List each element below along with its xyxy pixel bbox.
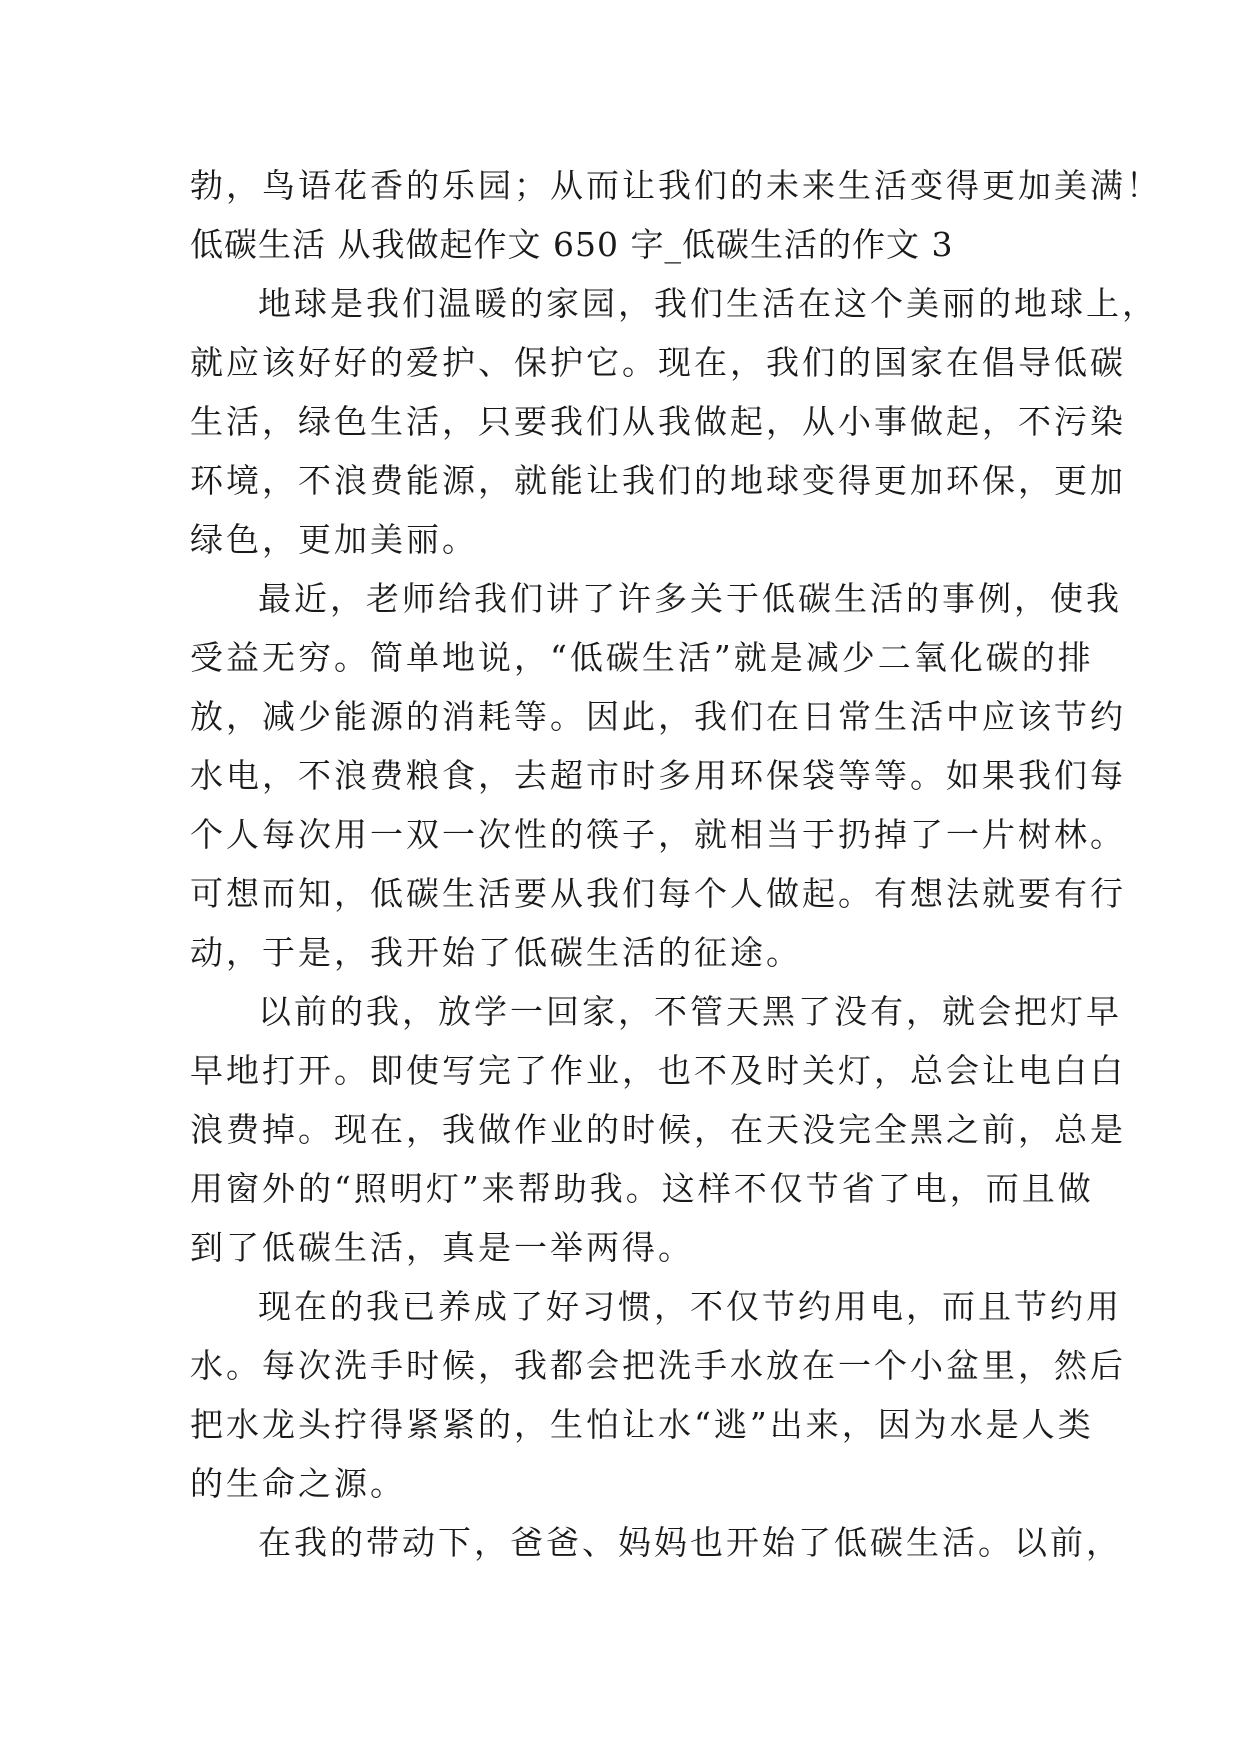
text-line: 水。每次洗手时候，我都会把洗手水放在一个小盆里，然后 — [190, 1346, 1126, 1385]
text-line: 动，于是，我开始了低碳生活的征途。 — [190, 933, 802, 972]
text-line: 环境，不浪费能源，就能让我们的地球变得更加环保，更加 — [190, 461, 1126, 500]
section-title: 低碳生活 从我做起作文 650 字_低碳生活的作文 3 — [190, 225, 954, 264]
text-line: 用窗外的“照明灯”来帮助我。这样不仅节省了电，而且做 — [190, 1169, 1094, 1208]
paragraph-first-line: 地球是我们温暖的家园，我们生活在这个美丽的地球上， — [258, 284, 1158, 323]
text-line: 可想而知，低碳生活要从我们每个人做起。有想法就要有行 — [190, 874, 1126, 913]
text-line: 绿色，更加美丽。 — [190, 520, 478, 559]
text-line: 个人每次用一双一次性的筷子，就相当于扔掉了一片树林。 — [190, 815, 1126, 854]
text-line: 到了低碳生活，真是一举两得。 — [190, 1228, 694, 1267]
text-line: 浪费掉。现在，我做作业的时候，在天没完全黑之前，总是 — [190, 1110, 1126, 1149]
text-line: 把水龙头拧得紧紧的，生怕让水“逃”出来，因为水是人类 — [190, 1405, 1094, 1444]
text-line: 水电，不浪费粮食，去超市时多用环保袋等等。如果我们每 — [190, 756, 1126, 795]
paragraph-first-line: 最近，老师给我们讲了许多关于低碳生活的事例，使我 — [258, 579, 1122, 618]
text-line: 就应该好好的爱护、保护它。现在，我们的国家在倡导低碳 — [190, 343, 1126, 382]
paragraph-first-line: 在我的带动下，爸爸、妈妈也开始了低碳生活。以前， — [258, 1523, 1122, 1562]
text-line: 的生命之源。 — [190, 1464, 406, 1503]
text-line: 受益无穷。简单地说，“低碳生活”就是减少二氧化碳的排 — [190, 638, 1094, 677]
text-line: 早地打开。即使写完了作业，也不及时关灯，总会让电白白 — [190, 1051, 1126, 1090]
paragraph-first-line: 以前的我，放学一回家，不管天黑了没有，就会把灯早 — [258, 992, 1122, 1031]
text-line: 放，减少能源的消耗等。因此，我们在日常生活中应该节约 — [190, 697, 1126, 736]
text-line: 勃，鸟语花香的乐园；从而让我们的未来生活变得更加美满！ — [190, 166, 1162, 205]
text-line: 生活，绿色生活，只要我们从我做起，从小事做起，不污染 — [190, 402, 1126, 441]
paragraph-first-line: 现在的我已养成了好习惯，不仅节约用电，而且节约用 — [258, 1287, 1122, 1326]
